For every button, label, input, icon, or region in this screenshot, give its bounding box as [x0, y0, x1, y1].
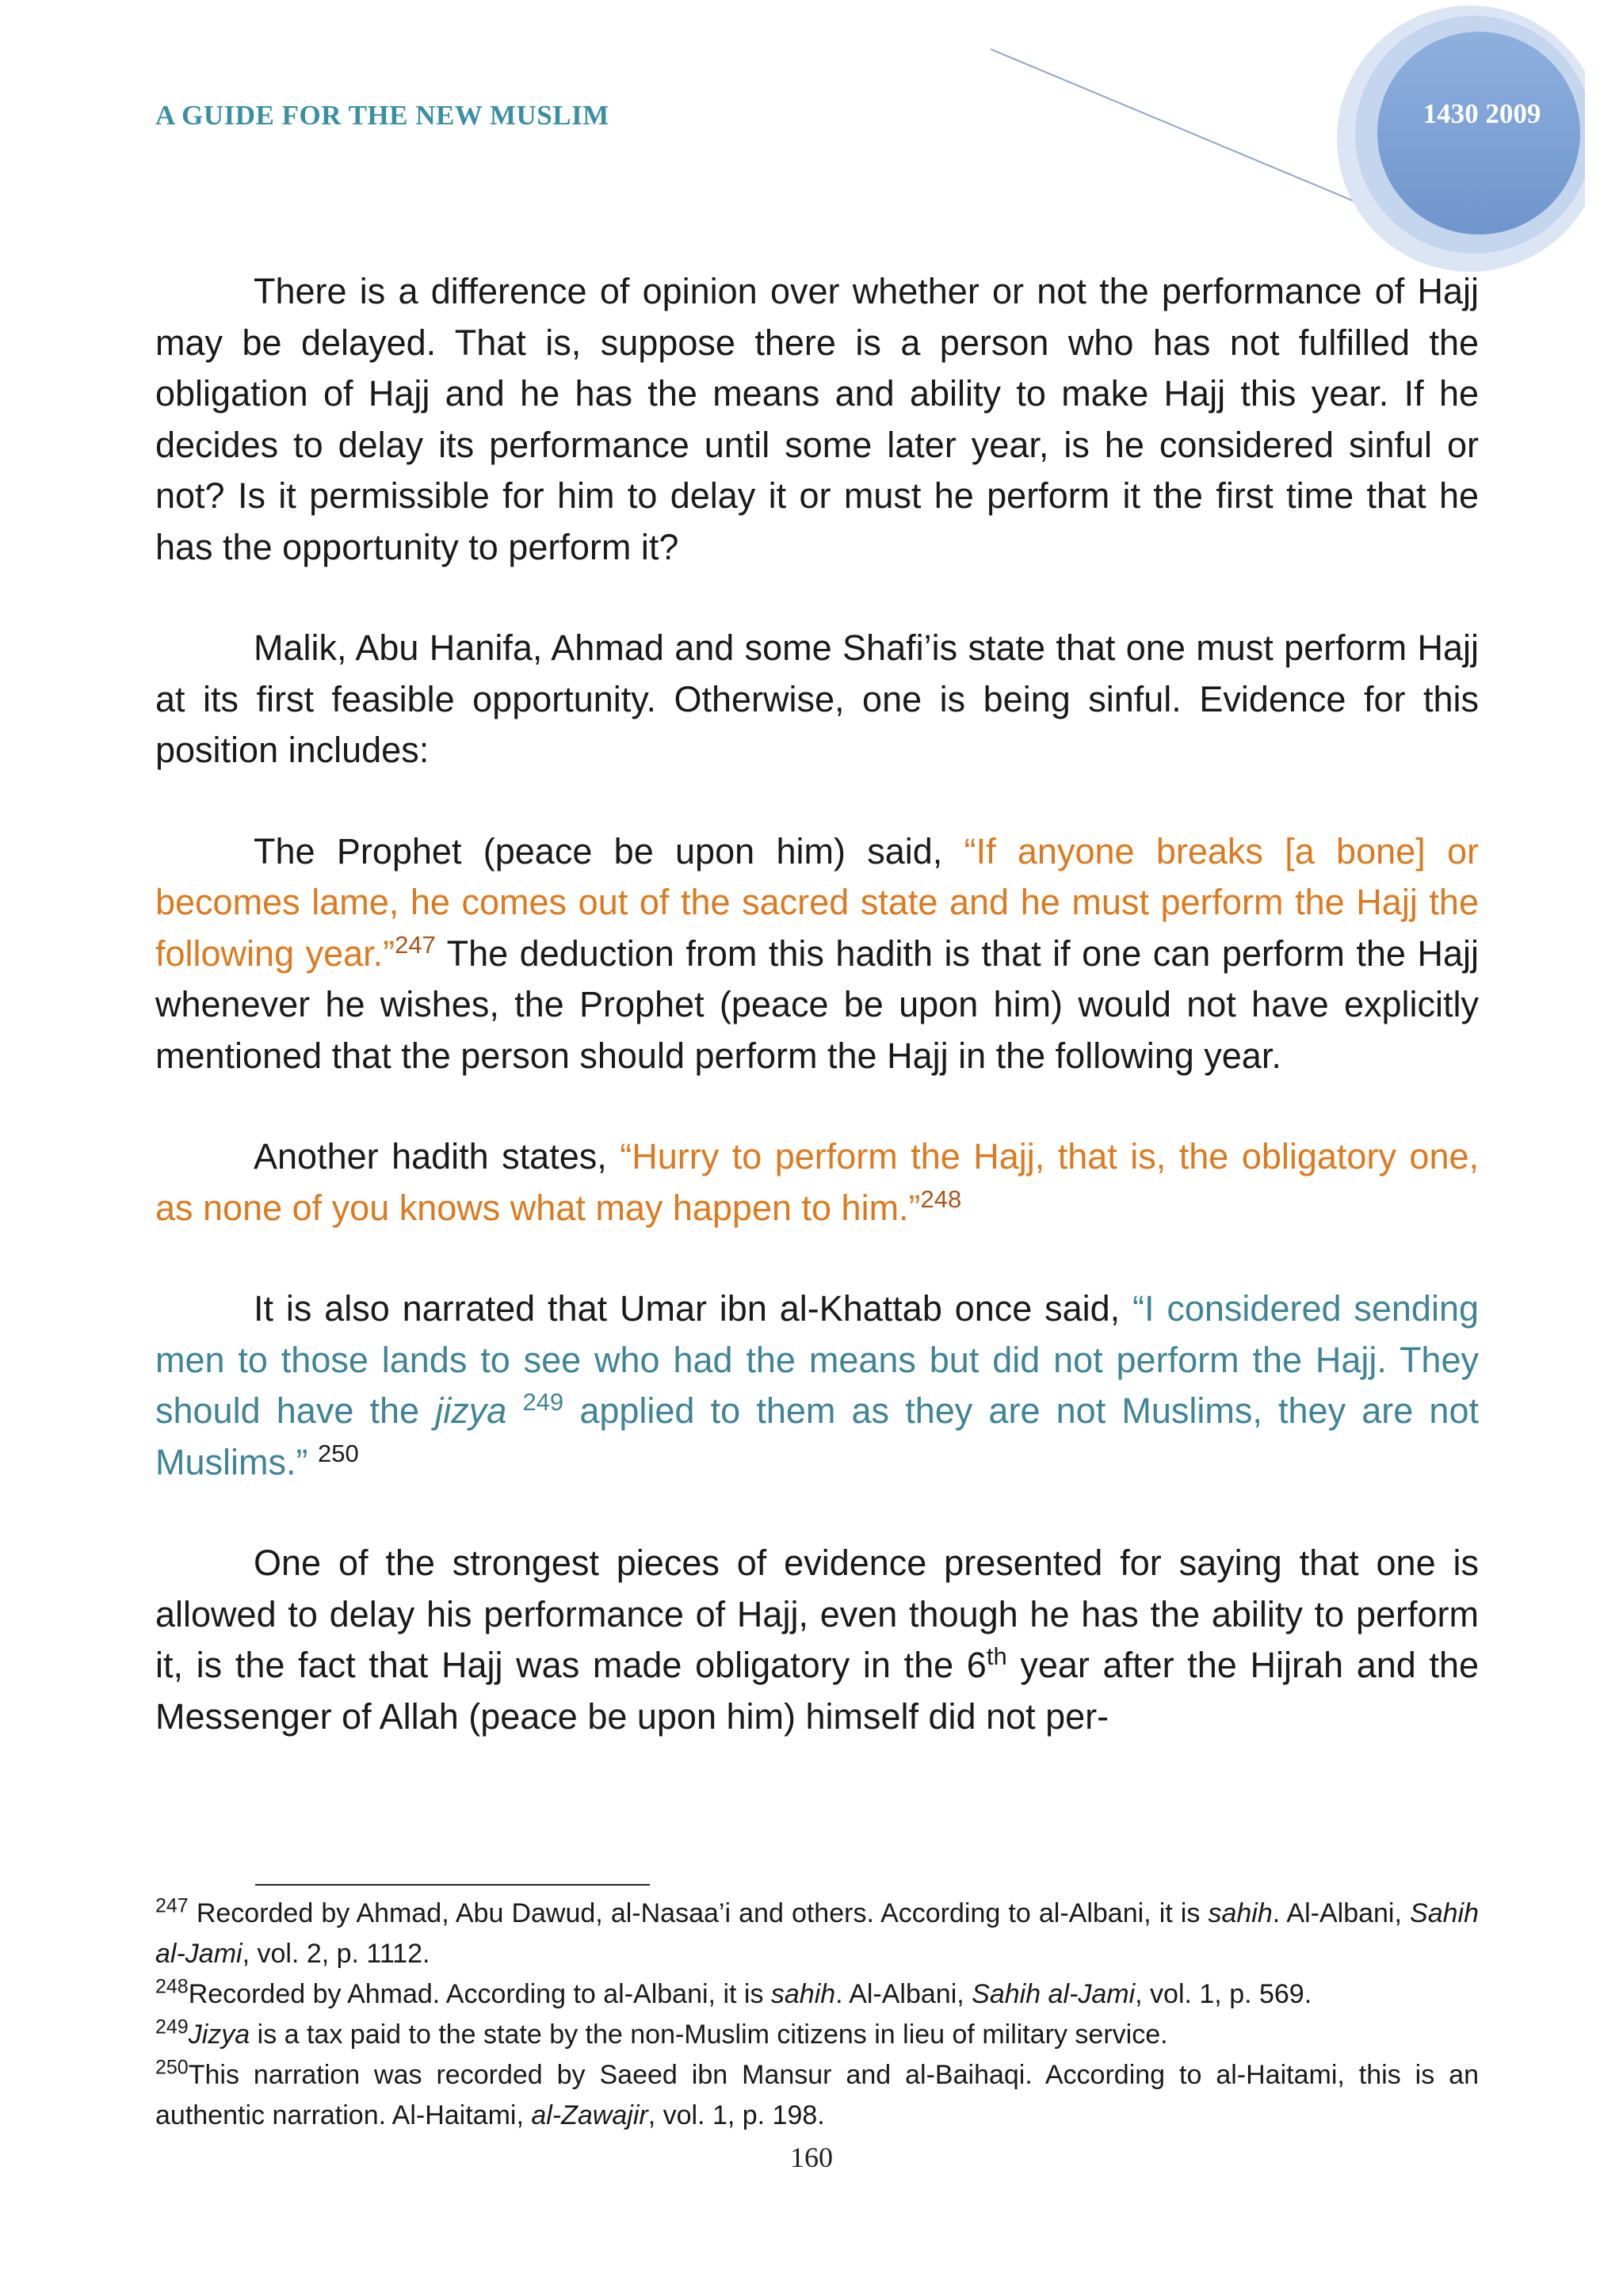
hadith-quote: “If anyone breaks [a bone] or becomes lame, he comes out of the sacred state and he must perform the Hajj the following year.”: [155, 830, 1479, 974]
paragraph-6: One of the strongest pieces of evidence presented for saying that one is allowed to delay his performance of Hajj, even though he has the ability to perform it, is the fact that Hajj was made obligatory in the 6th year after the Hijrah and the Messenger of Allah (peace be upon him) himself did not per-: [155, 1543, 1479, 1737]
footnote-ref-249[interactable]: 249: [522, 1388, 564, 1416]
page-number: 160: [790, 2142, 833, 2173]
footnote-ref-247[interactable]: 247: [395, 930, 436, 959]
paragraph-1: There is a difference of opinion over whether or not the performance of Hajj may be delayed. That is, suppose there is a person who has not fulfilled the obligation of Hajj and he has the means and ability to make Hajj this year. If he decides to delay its performance until some later year, is he considered sinful or not? Is it permissible for him to delay it or must he perform it the first time that he has the opportunity to perform it?: [155, 271, 1479, 567]
footnote-249: $^{249}$Jizya is a tax paid to the state by the non-Muslim citizens in lieu of military service.: [155, 2016, 1168, 2050]
footnote-ref-248[interactable]: 248: [920, 1184, 962, 1213]
footnote-248: $^{248}$Recorded by Ahmad. According to al-Albani, it is sahih. Al-Albani, Sahih al-Jami, vol. 1, p. 569.: [155, 1975, 1312, 2009]
paragraph-4: Another hadith states, “Hurry to perform the Hajj, that is, the obligatory one, as none of you knows what may happen to him.”$^{248}$: [155, 1136, 1479, 1228]
footnote-250: $^{250}$This narration was recorded by Saeed ibn Mansur and al-Baihaqi. According to al-Haitami, this is an authentic narration. Al-Haitami, al-Zawajir, vol. 1, p. 198.: [155, 2056, 1479, 2130]
paragraph-5: It is also narrated that Umar ibn al-Khattab once said, “I considered sending men to those lands to see who had the means but did not perform the Hajj. They should have the jizya $^{249}$ applied to them as they are not Muslims, they are not Muslims.” $^{250}$: [155, 1288, 1479, 1482]
paragraph-3: The Prophet (peace be upon him) said, “If anyone breaks [a bone] or becomes lame, he comes out of the sacred state and he must perform the Hajj the following year.”$^{247}$ The deduction from this hadith is that if one can perform the Hajj whenever he wishes, the Prophet (peace be upon him) would not have explicitly mentioned that the person should perform the Hajj in the following year.: [155, 830, 1479, 1076]
footnote-divider: [255, 1884, 650, 1886]
narration-quote: “I considered sending men to those lands to see who had the means but did not perform the Hajj. They should have the jizya $^{249}$ applied to them as they are not Muslims, they are not Muslims.”: [155, 1288, 1479, 1482]
footnote-ref-250[interactable]: 250: [318, 1439, 359, 1467]
main-text: [155, 266, 1479, 1792]
header-year: 1430 2009: [1423, 98, 1541, 129]
paragraph-2: Malik, Abu Hanifa, Ahmad and some Shafi’is state that one must perform Hajj at its first feasible opportunity. Otherwise, one is being sinful. Evidence for this position includes:: [155, 627, 1479, 770]
header-title: A GUIDE FOR THE NEW MUSLIM: [155, 100, 609, 131]
footnotes: [155, 1894, 1479, 2136]
footnote-247: $^{247}$ Recorded by Ahmad, Abu Dawud, al-Nasaa’i and others. According to al-Albani, it is sahih. Al-Albani, Sahih al-Jami, vol. 2, p. 1112.: [155, 1894, 1480, 1969]
hadith-quote: “Hurry to perform the Hajj, that is, the obligatory one, as none of you knows what may happen to him.”: [155, 1136, 1479, 1228]
